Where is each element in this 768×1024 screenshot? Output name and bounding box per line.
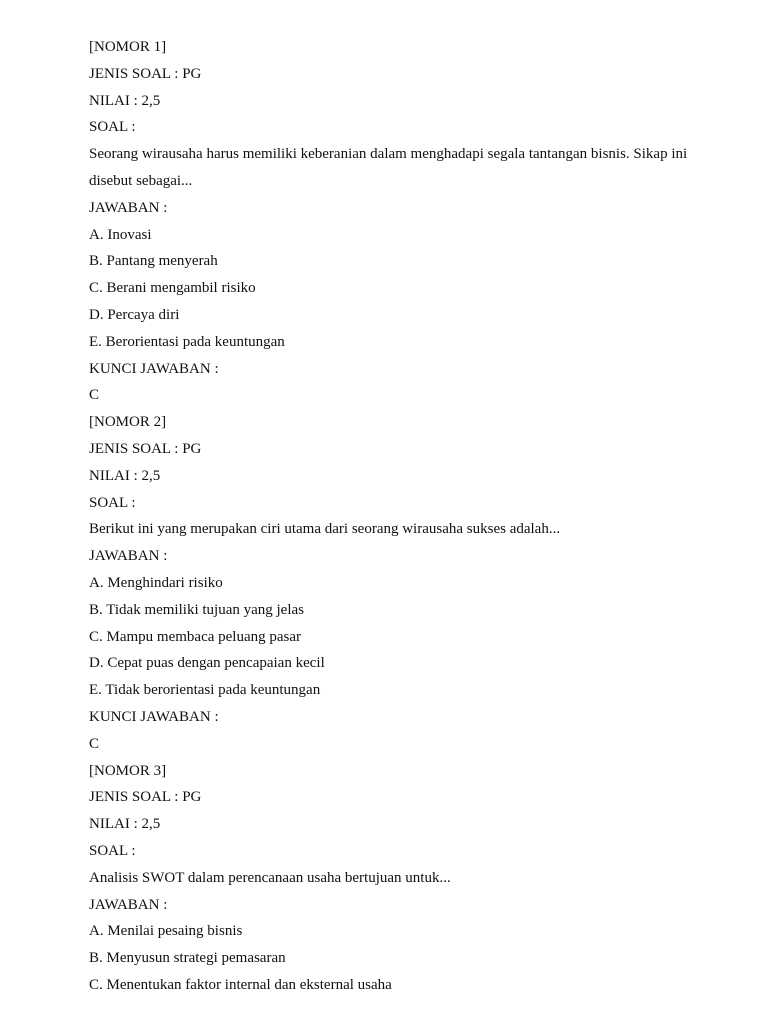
answer-option: B. Menyusun strategi pemasaran <box>89 950 286 967</box>
answer-option: D. Percaya diri <box>89 306 180 323</box>
answer-options <box>89 918 699 998</box>
answer-option: E. Berorientasi pada keuntungan <box>89 333 285 350</box>
answer-option: E. Tidak berorientasi pada keuntungan <box>89 682 321 699</box>
answer-option: A. Menghindari risiko <box>89 574 223 591</box>
question-label: SOAL : <box>89 494 136 511</box>
question-type: JENIS SOAL : PG <box>89 789 202 806</box>
question-number: [NOMOR 1] <box>89 39 167 55</box>
answers-label: JAWABAN : <box>89 896 168 913</box>
answer-option: B. Pantang menyerah <box>89 253 218 270</box>
answer-options <box>89 570 699 704</box>
answers-label: JAWABAN : <box>89 199 168 216</box>
answers-label: JAWABAN : <box>89 548 168 565</box>
question-text: Seorang wirausaha harus memiliki keberanian dalam menghadapi segala tantangan bisnis. Sikap ini disebut sebagai... <box>89 146 688 189</box>
question-score: NILAI : 2,5 <box>89 92 161 109</box>
question-number: [NOMOR 2] <box>89 414 167 431</box>
answer-key-value: C <box>89 735 100 752</box>
question-text: Analisis SWOT dalam perencanaan usaha bertujuan untuk... <box>89 869 451 886</box>
question-label: SOAL : <box>89 842 136 859</box>
question-type: JENIS SOAL : PG <box>89 440 202 457</box>
answer-option: C. Berani mengambil risiko <box>89 280 256 297</box>
answer-option: B. Tidak memiliki tujuan yang jelas <box>89 601 304 618</box>
answer-key-value: C <box>89 387 100 404</box>
answer-option: A. Menilai pesaing bisnis <box>89 923 243 940</box>
answer-option: C. Menentukan faktor internal dan eksternal usaha <box>89 976 392 993</box>
question-text: Berikut ini yang merupakan ciri utama dari seorang wirausaha sukses adalah... <box>89 521 561 538</box>
question-number: [NOMOR 3] <box>89 762 167 779</box>
question-block-1 <box>89 34 699 409</box>
question-score: NILAI : 2,5 <box>89 467 161 484</box>
question-label: SOAL : <box>89 119 136 136</box>
answer-option: D. Cepat puas dengan pencapaian kecil <box>89 655 325 672</box>
question-type: JENIS SOAL : PG <box>89 65 202 82</box>
answer-key-label: KUNCI JAWABAN : <box>89 360 219 377</box>
answer-options <box>89 222 699 356</box>
answer-option: A. Inovasi <box>89 226 152 243</box>
answer-option: C. Mampu membaca peluang pasar <box>89 628 302 645</box>
document-body <box>89 34 699 999</box>
question-score: NILAI : 2,5 <box>89 816 161 833</box>
question-block-3 <box>89 758 699 999</box>
question-block-2 <box>89 409 699 757</box>
answer-key-label: KUNCI JAWABAN : <box>89 708 219 725</box>
